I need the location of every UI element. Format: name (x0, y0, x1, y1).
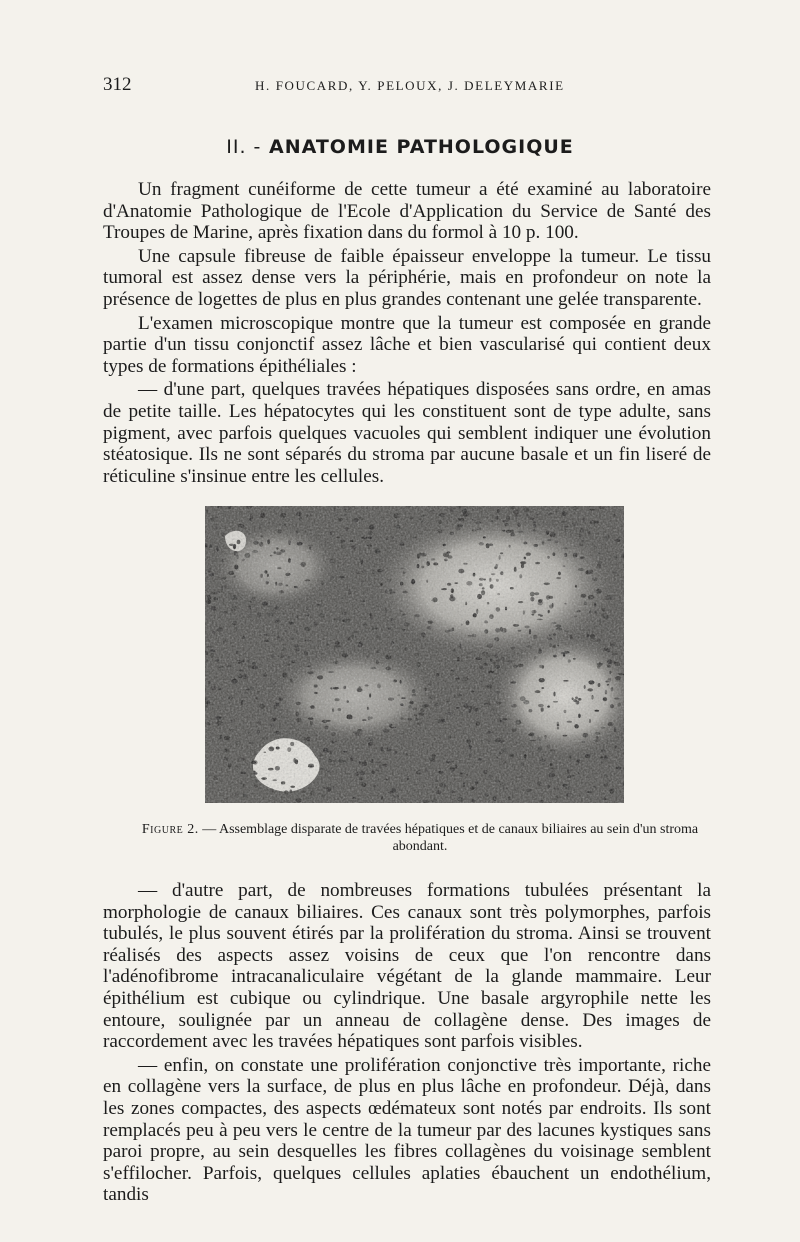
section-title: ANATOMIE PATHOLOGIQUE (269, 136, 574, 158)
paragraph: L'examen microscopique montre que la tumeur est composée en grande partie d'un tissu conjonctif assez lâche et bien vascularisé qui contient deux types de formations épithéliales : (103, 312, 711, 377)
body-text-top (103, 179, 711, 489)
section-number: II. - (226, 136, 262, 158)
micrograph-image (205, 506, 624, 803)
micrograph-figure (205, 506, 624, 803)
page-number: 312 (103, 74, 132, 95)
figure-caption-text: — Assemblage disparate de travées hépatiques et de canaux biliaires au sein d'un stroma abondant. (202, 822, 699, 854)
paragraph: — d'une part, quelques travées hépatiques disposées sans ordre, en amas de petite taille. Les hépatocytes qui les constituent sont de type adulte, sans pigment, avec parfois quelques vacuoles qui semblent indiquer une évolution stéatosique. Ils ne sont séparés du stroma par aucune basale et un fin liseré de réticuline s'insinue entre les cellules. (103, 379, 711, 487)
running-head-authors: H. FOUCARD, Y. PELOUX, J. DELEYMARIE (255, 78, 565, 93)
running-head (103, 74, 703, 98)
paragraph: Un fragment cunéiforme de cette tumeur a été examiné au laboratoire d'Anatomie Pathologique de l'Ecole d'Application du Service de Santé des Troupes de Marine, après fixation dans du formol à 10 p. 100. (103, 179, 711, 244)
figure-caption (140, 821, 700, 855)
paragraph: — d'autre part, de nombreuses formations tubulées présentant la morphologie de canaux biliaires. Ces canaux sont très polymorphes, parfois tubulés, le plus souvent étirés par la prolifération du stroma. Ainsi se trouvent réalisés des aspects assez voisins de ceux que l'on rencontre dans l'adénofibrome intracanaliculaire végétant de la glande mammaire. Leur épithélium est cubique ou cylindrique. Une basale argyrophile nette les entoure, soulignée par un anneau de collagène dense. Des images de raccordement avec les travées hépatiques sont parfois visibles. (103, 880, 711, 1053)
figure-label: Figure 2. (141, 822, 199, 837)
section-heading (0, 136, 800, 158)
paragraph: Une capsule fibreuse de faible épaisseur enveloppe la tumeur. Le tissu tumoral est assez dense vers la périphérie, mais en profondeur on note la présence de logettes de plus en plus grandes contenant une gelée transparente. (103, 245, 711, 310)
body-text-bottom (103, 880, 711, 1208)
paragraph: — enfin, on constate une prolifération conjonctive très importante, riche en collagène vers la surface, de plus en plus lâche en profondeur. Déjà, dans les zones compactes, des aspects œdémateux sont notés par endroits. Ils sont remplacés peu à peu vers le centre de la tumeur par des lacunes kystiques sans paroi propre, au sein desquelles les fibres collagènes du voisinage semblent s'effilocher. Parfois, quelques cellules aplaties ébauchent un endothélium, tandis (103, 1054, 711, 1206)
